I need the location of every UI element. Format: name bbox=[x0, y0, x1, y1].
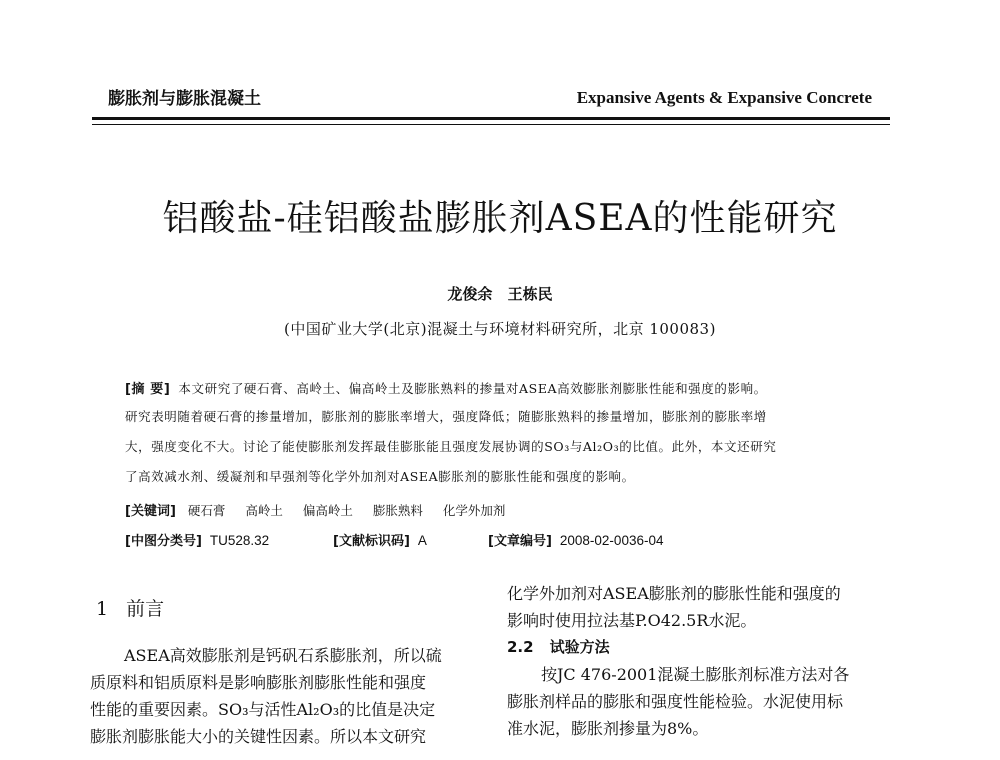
section-heading bbox=[96, 594, 164, 621]
keyword: 硬石膏 bbox=[187, 503, 226, 518]
article-number-value: 2008-02-0036-04 bbox=[559, 533, 664, 548]
paragraph-line: 准水泥，膨胀剂掺量为8%。 bbox=[507, 719, 709, 738]
affiliation-line: (中国矿业大学(北京)混凝土与环境材料研究所，北京 100083) bbox=[284, 320, 716, 338]
paragraph-line: ASEA高效膨胀剂是钙矾石系膨胀剂，所以硫 bbox=[124, 646, 442, 665]
classification-value: TU528.32 bbox=[209, 533, 270, 548]
subsection-heading bbox=[507, 634, 849, 661]
classification-number bbox=[125, 530, 269, 549]
paragraph-line: 影响时使用拉法基P.O42.5R水泥。 bbox=[507, 611, 757, 630]
paragraph-line: 按JC 476-2001混凝土膨胀剂标准方法对各 bbox=[541, 665, 850, 684]
article-number-label: [文章编号] bbox=[488, 534, 552, 549]
keyword: 膨胀熟料 bbox=[372, 503, 423, 518]
left-column bbox=[90, 642, 442, 750]
author-line: 龙俊余 王栋民 bbox=[447, 285, 553, 303]
keyword: 化学外加剂 bbox=[442, 503, 506, 518]
section-number: 1 bbox=[96, 598, 109, 620]
abstract-text: 本文研究了硬石膏、高岭土、偏高岭土及膨胀熟料的掺量对ASEA高效膨胀剂膨胀性能和强度的影响。 bbox=[178, 381, 767, 396]
classification-label: [中图分类号] bbox=[125, 534, 202, 549]
keyword: 高岭土 bbox=[245, 503, 283, 518]
document-code-label: [文献标识码] bbox=[333, 534, 410, 549]
paragraph-line: 性能的重要因素。SO₃与活性Al₂O₃的比值是决定 bbox=[90, 700, 436, 719]
running-header-right: Expansive Agents & Expansive Concrete bbox=[576, 88, 872, 107]
abstract-label: [摘 要] bbox=[125, 382, 171, 397]
paper-title: 铝酸盐-硅铝酸盐膨胀剂ASEA的性能研究 bbox=[162, 198, 838, 239]
document-code-value: A bbox=[417, 533, 427, 548]
header-rule-thin bbox=[92, 124, 890, 125]
keyword: 偏高岭土 bbox=[302, 503, 353, 518]
keywords-row bbox=[125, 500, 521, 519]
abstract-line: 了高效减水剂、缓凝剂和早强剂等化学外加剂对ASEA膨胀剂的膨胀性能和强度的影响。 bbox=[125, 469, 635, 484]
keywords-label: [关键词] bbox=[125, 504, 176, 519]
article-number bbox=[488, 530, 663, 549]
paragraph-line: 化学外加剂对ASEA膨胀剂的膨胀性能和强度的 bbox=[507, 584, 841, 603]
abstract-line: 研究表明随着硬石膏的掺量增加，膨胀剂的膨胀率增大，强度降低；随膨胀熟料的掺量增加，膨胀剂的膨胀率增 bbox=[125, 409, 767, 424]
paragraph-line: 质原料和铝质原料是影响膨胀剂膨胀性能和强度 bbox=[90, 673, 427, 692]
abstract-line bbox=[125, 378, 767, 397]
right-column bbox=[507, 580, 849, 742]
paragraph-line: 膨胀剂膨胀能大小的关键性因素。所以本文研究 bbox=[90, 727, 427, 746]
section-title: 前言 bbox=[126, 598, 165, 620]
running-header-left: 膨胀剂与膨胀混凝土 bbox=[108, 89, 261, 109]
subsection-number: 2.2 bbox=[507, 638, 534, 656]
header-rule-thick bbox=[92, 117, 890, 120]
document-code bbox=[333, 530, 427, 549]
abstract-line: 大，强度变化不大。讨论了能使膨胀剂发挥最佳膨胀能且强度发展协调的SO₃与Al₂O₃的比值。此外，本文还研究 bbox=[125, 439, 777, 454]
subsection-title: 试验方法 bbox=[549, 638, 610, 656]
paragraph-line: 膨胀剂样品的膨胀和强度性能检验。水泥使用标 bbox=[507, 692, 844, 711]
